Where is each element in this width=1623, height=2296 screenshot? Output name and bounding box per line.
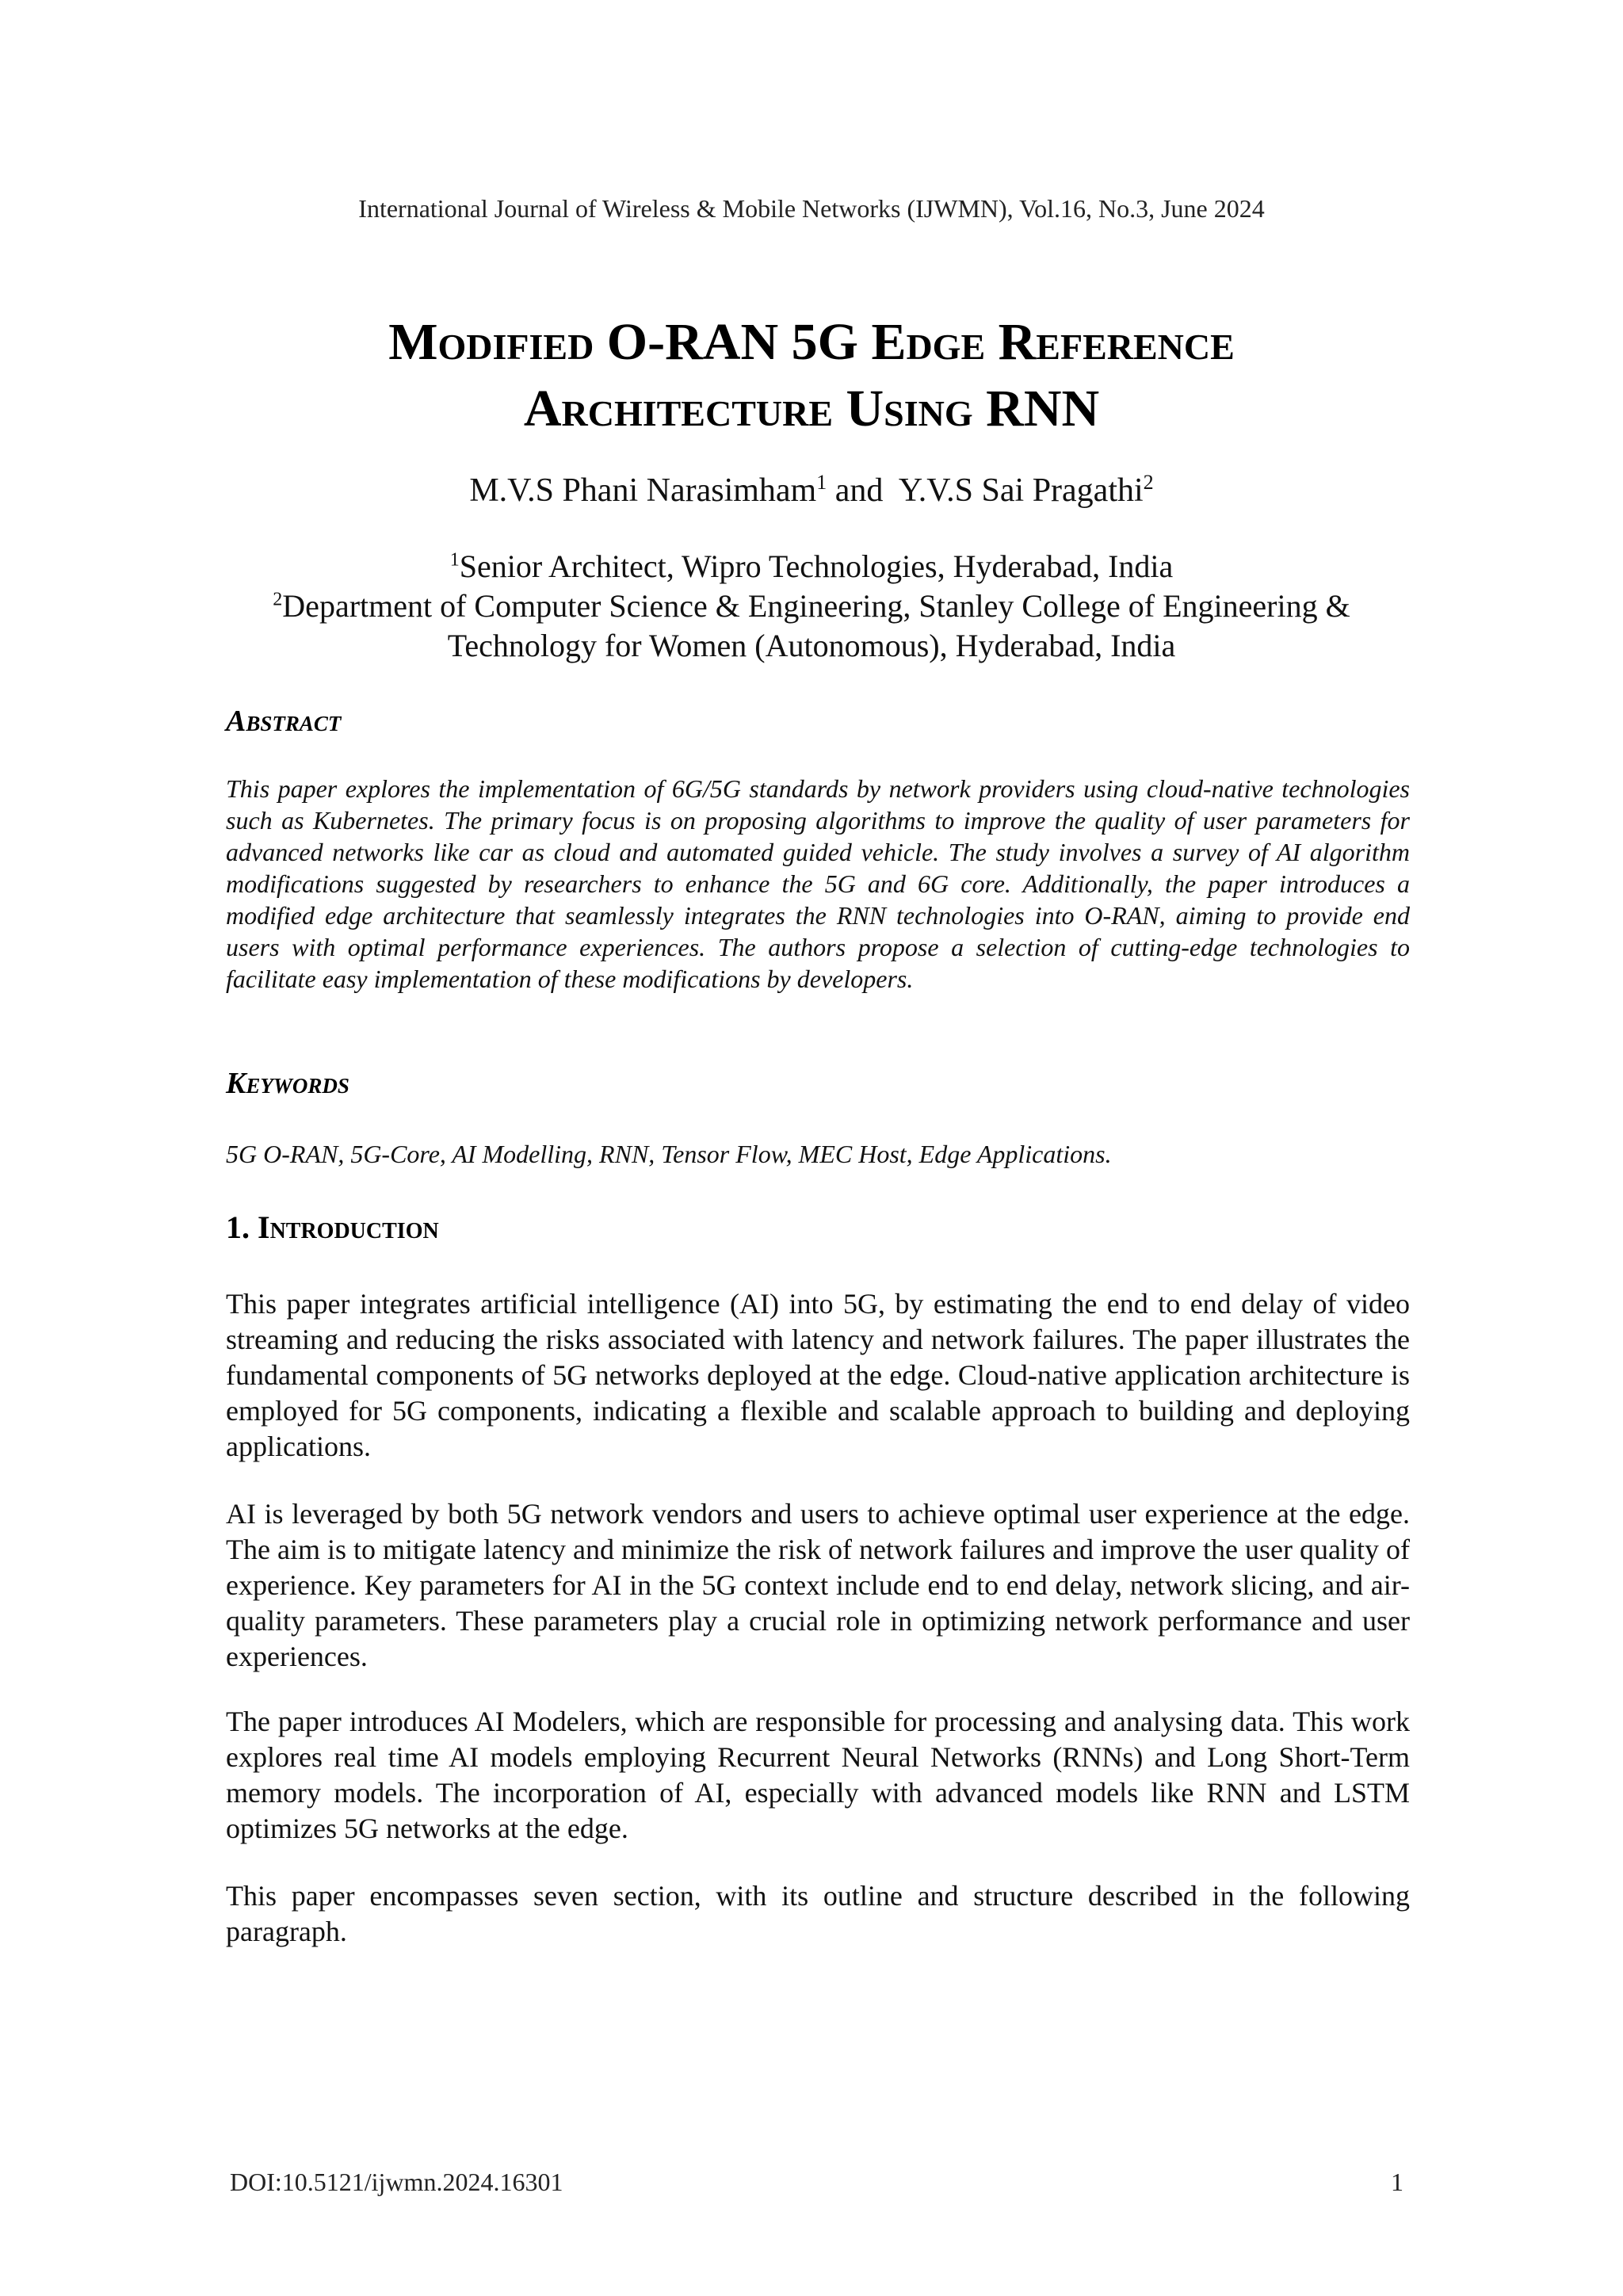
title-line-1: Modified O-RAN 5G Edge Reference [388, 313, 1235, 371]
introduction-heading [226, 1209, 439, 1246]
affiliation-2-mark: 2 [273, 589, 283, 610]
affiliation-1 [158, 547, 1465, 586]
paper-title [158, 309, 1465, 442]
abstract-text: This paper explores the implementation of 6G/5G standards by network providers using cloud-native technologies such as Kubernetes. The primary focus is on proposing algorithms to improve the quality of user parameters for advanced networks like car as cloud and automated guided vehicle. The study involves a survey of AI algorithm modifications suggested by researchers to enhance the 5G and 6G core. Additionally, the paper introduces a modified edge architecture that seamlessly integrates the RNN technologies into O-RAN, aiming to provide end users with optimal performance experiences. The authors propose a selection of cutting-edge technologies to facilitate easy implementation of these modifications by developers. [226, 774, 1410, 993]
author-conjunction: and [834, 472, 884, 509]
section-title: Introduction [258, 1209, 439, 1245]
affiliation-2 [158, 586, 1465, 626]
title-line-2: Architecture Using RNN [523, 380, 1100, 437]
author-2-affil-mark: 2 [1143, 471, 1154, 494]
intro-paragraph-4: This paper encompasses seven section, with its outline and structure described in the following paragraph. [226, 1880, 1410, 1947]
affiliation-1-text: Senior Architect, Wipro Technologies, Hyderabad, India [459, 548, 1174, 584]
author-1-affil-mark: 1 [816, 471, 827, 494]
author-1: M.V.S Phani Narasimham [469, 472, 817, 509]
section-number: 1. [226, 1209, 250, 1245]
affiliation-2-line-2: Technology for Women (Autonomous), Hyderabad, India [447, 628, 1176, 663]
affiliation-2-line-1: Department of Computer Science & Engineering, Stanley College of Engineering & [282, 588, 1350, 624]
keywords-text: 5G O-RAN, 5G-Core, AI Modelling, RNN, Tensor Flow, MEC Host, Edge Applications. [226, 1140, 1112, 1168]
abstract-heading: Abstract [226, 705, 342, 738]
intro-paragraph-3: The paper introduces AI Modelers, which are responsible for processing and analysing data. This work explores real time AI models employing Recurrent Neural Networks (RNNs) and Long Short-Term memory models. The incorporation of AI, especially with advanced models like RNN and LSTM optimizes 5G networks at the edge. [226, 1706, 1410, 1844]
footer-doi: DOI:10.5121/ijwmn.2024.16301 [230, 2168, 563, 2196]
intro-paragraph-1: This paper integrates artificial intelligence (AI) into 5G, by estimating the end to end delay of video streaming and reducing the risks associated with latency and network failures. The paper illustrates the fundamental components of 5G networks deployed at the edge. Cloud-native application architecture is employed for 5G components, indicating a flexible and scalable approach to building and deploying applications. [226, 1288, 1410, 1462]
keywords-heading: Keywords [226, 1067, 349, 1100]
author-2: Y.V.S Sai Pragathi [898, 472, 1144, 509]
affiliations [158, 547, 1465, 666]
intro-paragraph-2: AI is leveraged by both 5G network vendors and users to achieve optimal user experience at the edge. The aim is to mitigate latency and minimize the risk of network failures and improve the user quality of experience. Key parameters for AI in the 5G context include end to end delay, network slicing, and air-quality parameters. These parameters play a crucial role in optimizing network performance and user experiences. [226, 1498, 1410, 1672]
affiliation-1-mark: 1 [449, 549, 460, 571]
running-header: International Journal of Wireless & Mobile Networks (IJWMN), Vol.16, No.3, June 2024 [358, 194, 1265, 223]
author-list [0, 472, 1623, 510]
page-number: 1 [1391, 2168, 1403, 2196]
